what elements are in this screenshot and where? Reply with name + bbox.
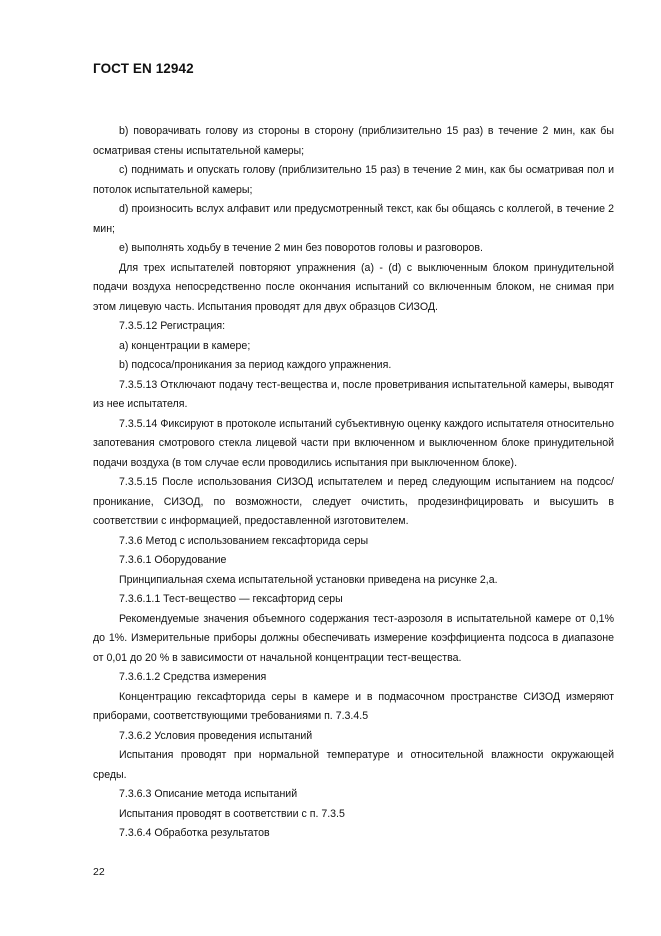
section-7-3-6-heading: 7.3.6 Метод с использованием гексафторида серы xyxy=(119,534,369,547)
document-body xyxy=(93,122,614,844)
section-7-3-6-3-heading: 7.3.6.3 Описание метода испытаний xyxy=(119,788,298,800)
section-7-3-5-14: 7.3.5.14 Фиксируют в протоколе испытаний субъективную оценку каждого испытателя относительно запотевания смотрового стекла лицевой части при включенном и выключенном блоке принудительной подачи воздуха (в том случае если проводились испытания при выключенном блоке). xyxy=(93,417,614,469)
section-7-3-6-1-heading: 7.3.6.1 Оборудование xyxy=(119,554,227,566)
document-header: ГОСТ EN 12942 xyxy=(93,61,194,76)
section-7-3-5-12: 7.3.5.12 Регистрация: xyxy=(119,320,226,332)
section-7-3-6-1-1-heading: 7.3.6.1.1 Тест-вещество — гексафторид серы xyxy=(119,593,343,605)
paragraph-test-method: Испытания проводят в соответствии с п. 7.3.5 xyxy=(119,807,345,820)
section-7-3-5-13: 7.3.5.13 Отключают подачу тест-вещества и, после проветривания испытательной камеры, выводят из нее испытателя. xyxy=(93,378,614,410)
section-7-3-6-1-2-heading: 7.3.6.1.2 Средства измерения xyxy=(119,671,267,683)
paragraph-scheme: Принципиальная схема испытательной установки приведена на рисунке 2,а. xyxy=(119,573,498,586)
paragraph-repeat-exercises: Для трех испытателей повторяют упражнения (a) - (d) с выключенным блоком принудительной подачи воздуха непосредственно после окончания испытаний со включенным блоком, не снимая при этом лицевую часть. Испытания проводят для двух образцов СИЗОД. xyxy=(93,261,614,313)
list-item-c: c) поднимать и опускать голову (приблизительно 15 раз) в течение 2 мин, как бы осматривая пол и потолок испытательной камеры; xyxy=(93,164,614,196)
paragraph-recommended-values: Рекомендуемые значения объемного содержания тест-аэрозоля в испытательной камере от 0,1% до 1%. Измерительные приборы должны обеспечивать измерение коэффициента подсоса в диапазоне от 0,01 до 20 % в зависимости от начальной концентрации тест-вещества. xyxy=(93,612,614,664)
paragraph-concentration: Концентрацию гексафторида серы в камере и в подмасочном пространстве СИЗОД измеряют приборами, соответствующими требованиями п. 7.3.4.5 xyxy=(93,690,614,722)
section-7-3-5-15: 7.3.5.15 После использования СИЗОД испытателем и перед следующим испытанием на подсос/проникание, СИЗОД, по возможности, следует очистить, продезинфицировать и высушить в соответствии с информацией, предоставленной изготовителем. xyxy=(93,476,614,527)
list-item-b-registration: b) подсоса/проникания за период каждого упражнения. xyxy=(119,359,392,371)
section-7-3-6-4-heading: 7.3.6.4 Обработка результатов xyxy=(119,827,270,839)
page-number: 22 xyxy=(93,866,105,878)
list-item-b: b) поворачивать голову из стороны в сторону (приблизительно 15 раз) в течение 2 мин, как бы осматривая стены испытательной камеры; xyxy=(93,125,614,157)
section-7-3-6-2-heading: 7.3.6.2 Условия проведения испытаний xyxy=(119,729,313,742)
paragraph-test-conditions: Испытания проводят при нормальной температуре и относительной влажности окружающей среды. xyxy=(93,749,614,781)
list-item-e: e) выполнять ходьбу в течение 2 мин без поворотов головы и разговоров. xyxy=(119,242,483,254)
list-item-d: d) произносить вслух алфавит или предусмотренный текст, как бы общаясь с коллегой, в течение 2 мин; xyxy=(93,203,614,235)
list-item-a-registration: a) концентрации в камере; xyxy=(119,339,251,352)
